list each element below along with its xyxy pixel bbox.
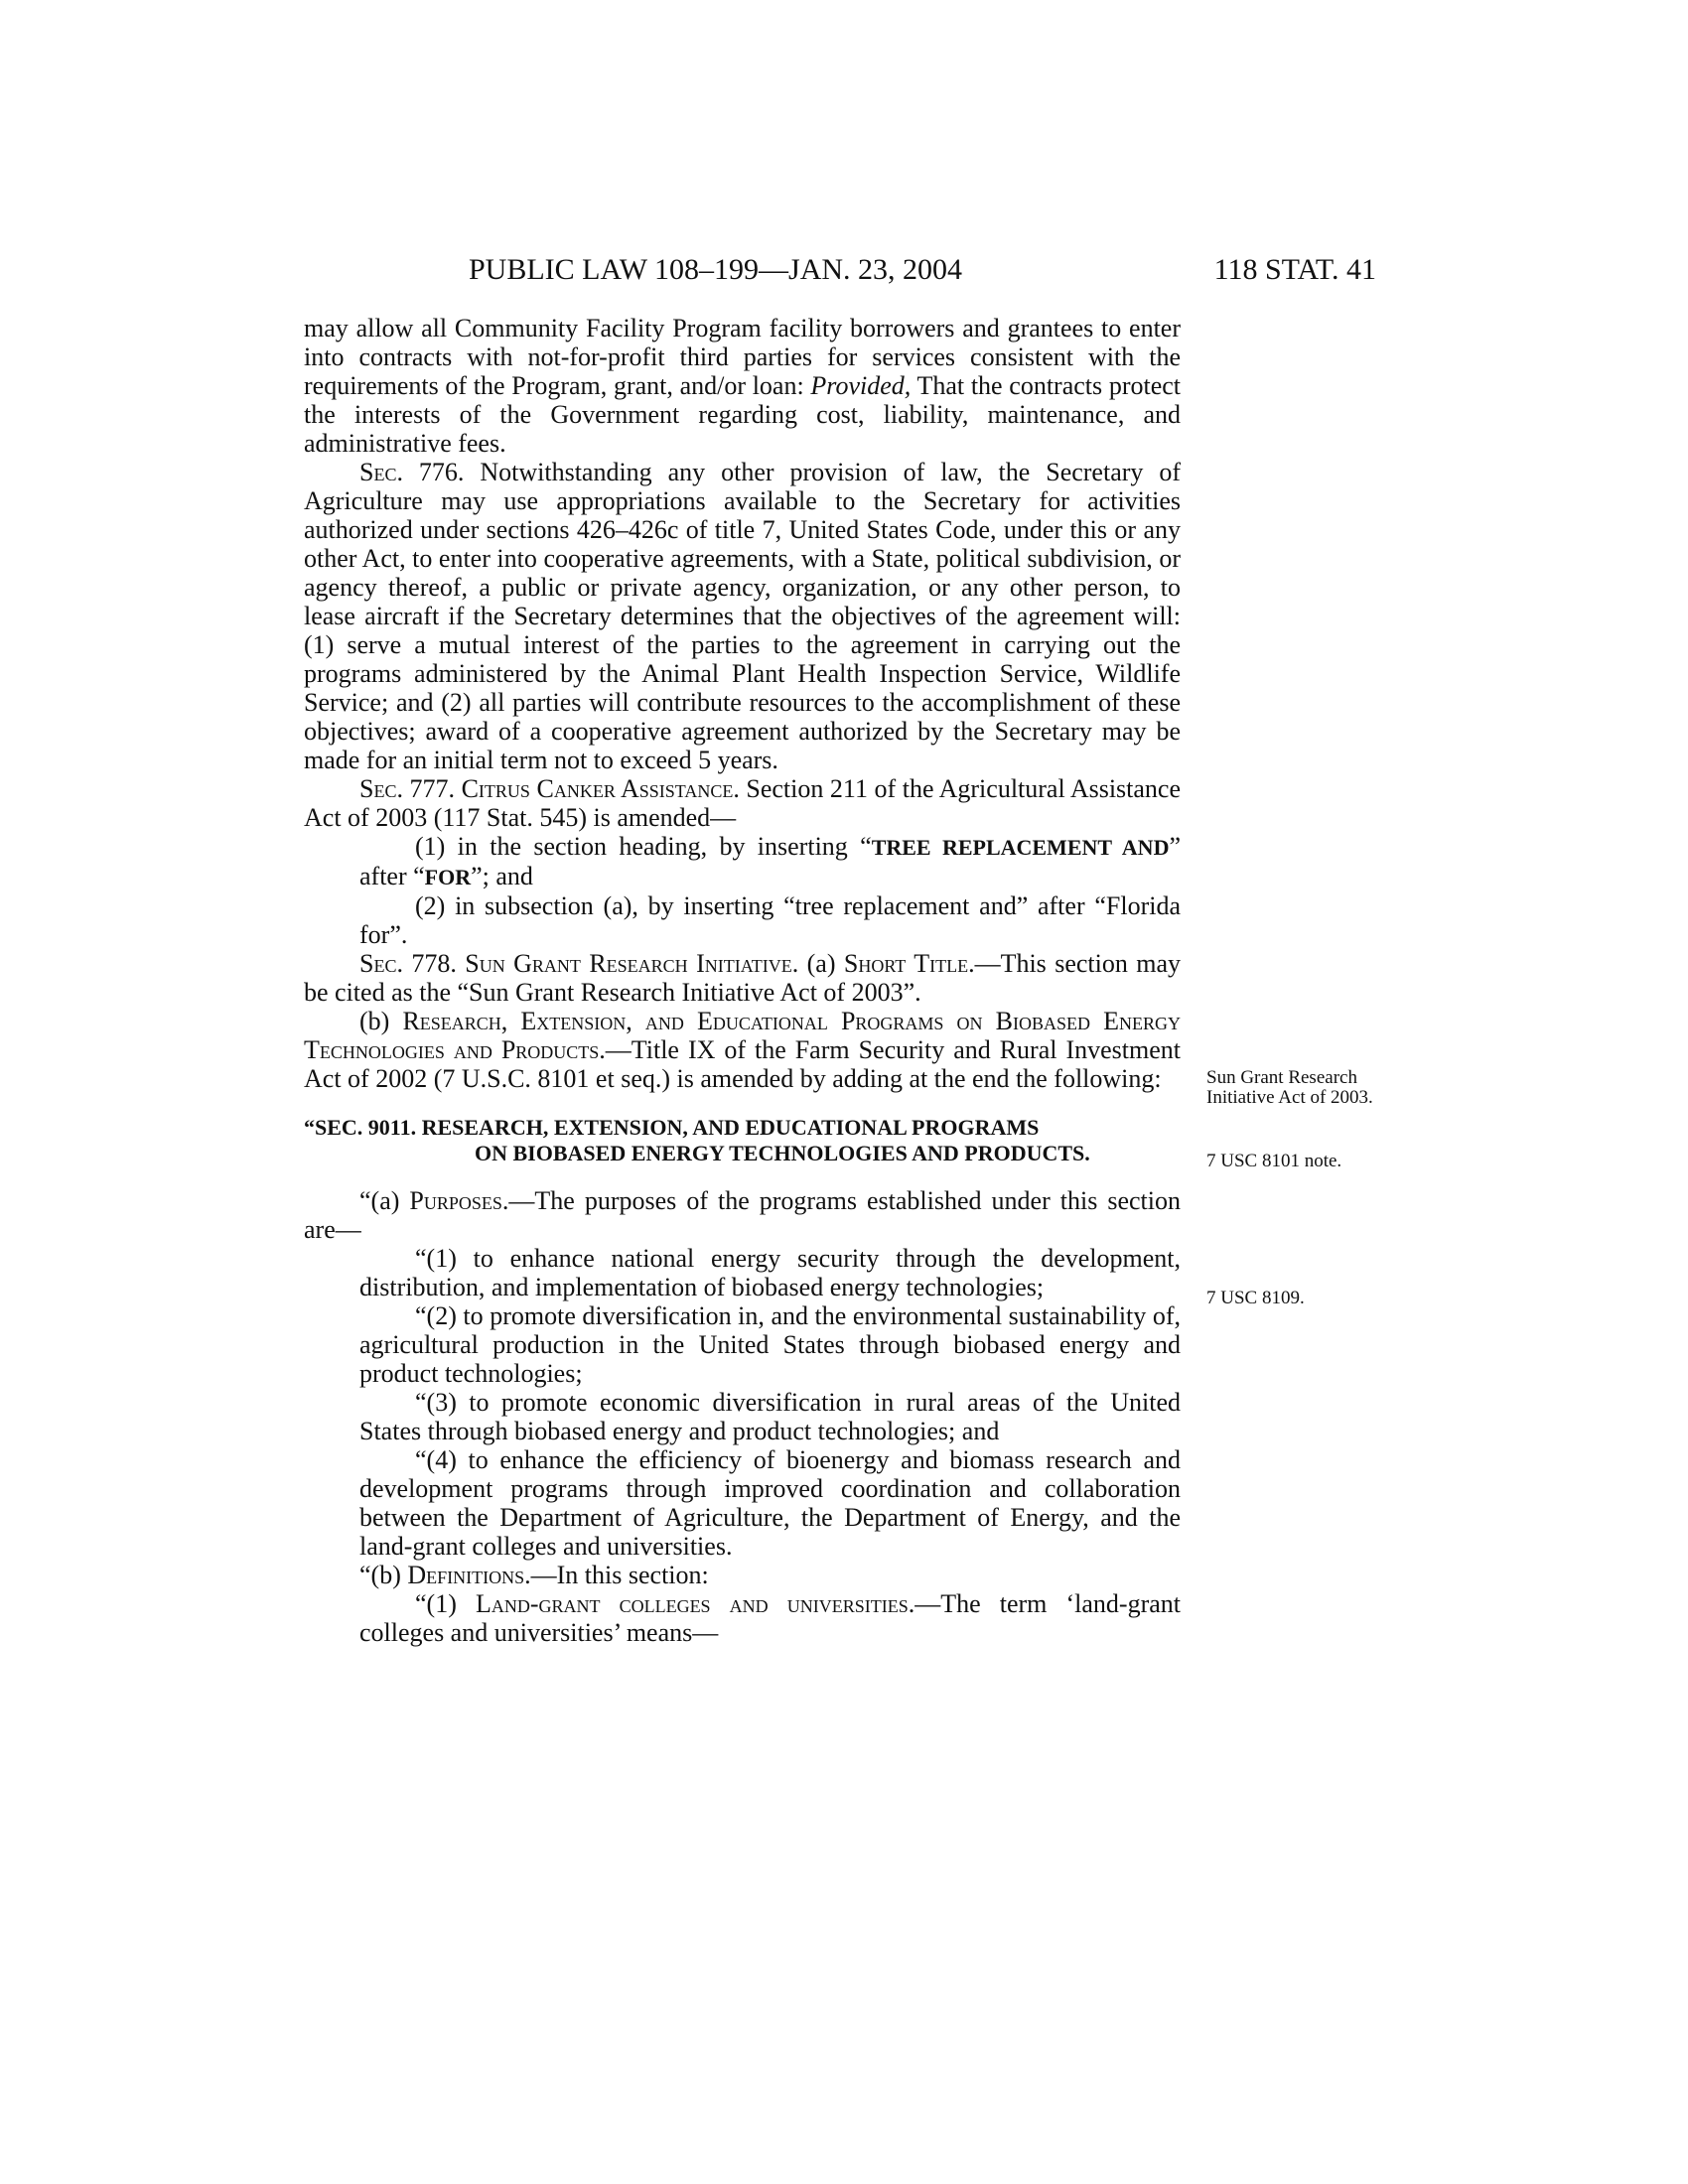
- purpose-item-3: “(3) to promote economic diversification in rural areas of the United States through biobased energy and product technologies; and: [359, 1388, 1181, 1445]
- subsection-label: “(a): [359, 1186, 410, 1215]
- page-header: [304, 253, 1376, 293]
- item-text: (1) in the section heading, by inserting “: [415, 832, 872, 861]
- section-778: [304, 949, 1181, 1007]
- section-776-text: 776. Notwithstanding any other provision of law, the Secretary of Agriculture may use appropriations available to the Secretary for activities authorized under sections 426–426c of title 7, United States Code, under this or any other Act, to enter into cooperative agreements, with a State, political subdivision, or agency thereof, a public or private agency, organization, or any other person, to lease aircraft if the Secretary determines that the objectives of the agreement will: (1) serve a mutual interest of the parties to the agreement in carrying out the programs administered by the Animal Plant Health Inspection Service, Wildlife Service; and (2) all parties will contribute resources to the accomplishment of these objectives; award of a cooperative agreement authorized by the Secretary may be made for an initial term not to exceed 5 years.: [304, 458, 1181, 774]
- purpose-item-4: “(4) to enhance the efficiency of bioenergy and biomass research and development programs through improved coordination and collaboration between the Department of Agriculture, the Department of Energy, and the land-grant colleges and universities.: [359, 1445, 1181, 1561]
- section-778-title: Sun Grant Research Initiative.: [465, 949, 799, 978]
- section-778-text: —This section may be cited as the “Sun Grant Research Initiative Act of 2003”.: [304, 949, 1182, 1007]
- definition-item-1: [304, 1589, 1181, 1647]
- subsection-label: “(b): [359, 1561, 408, 1589]
- purposes-text: —The purposes of the programs established under this section are—: [304, 1186, 1181, 1244]
- paragraph-text: may allow all Community Facility Program facility borrowers and grantees to enter into contracts with not-for-profit third parties for services consistent with the requirements of the Program, grant, and/or loan:: [304, 314, 1181, 400]
- subsection-b-title: Research, Extension, and Educational Programs on Biobased Energy Technologies and Products.: [304, 1007, 1181, 1064]
- margin-note-usc-8101: 7 USC 8101 note.: [1206, 1151, 1342, 1171]
- section-9011-heading: [304, 1115, 1181, 1166]
- section-777-item-2: (2) in subsection (a), by inserting “tree replacement and” after “Florida for”.: [359, 891, 1181, 949]
- subsection-a-purposes: [304, 1186, 1181, 1244]
- heading-line-1: “SEC. 9011. RESEARCH, EXTENSION, AND EDUCATIONAL PROGRAMS: [304, 1115, 1040, 1140]
- section-label: Sec.: [359, 458, 403, 486]
- item-text: ”; and: [471, 862, 533, 890]
- statute-page-number: 118 STAT. 41: [1213, 253, 1376, 286]
- section-777: [304, 774, 1181, 832]
- subsection-label: (b): [359, 1007, 403, 1035]
- subsection-label: (a): [798, 949, 844, 978]
- section-label: Sec.: [359, 774, 403, 803]
- section-777-text: Section 211 of the Agricultural Assistance Act of 2003 (117 Stat. 545) is amended—: [304, 774, 1182, 832]
- section-label: Sec.: [359, 949, 403, 978]
- short-title-heading: Short Title.: [843, 949, 975, 978]
- heading-line-2: ON BIOBASED ENERGY TECHNOLOGIES AND PRODUCTS.: [475, 1141, 1090, 1165]
- section-778-b: [304, 1007, 1181, 1093]
- section-776: [304, 458, 1181, 774]
- item-text: ” after “: [359, 832, 1182, 890]
- paragraph-community-facility: [304, 314, 1181, 458]
- margin-note-usc-8109: 7 USC 8109.: [1206, 1288, 1305, 1308]
- definition-term-heading: Land-grant colleges and universities.: [475, 1589, 915, 1618]
- subsection-b-definitions: [304, 1561, 1181, 1589]
- purpose-item-1: “(1) to enhance national energy security through the development, distribution, and implementation of biobased energy technologies;: [359, 1244, 1181, 1301]
- section-777-title: Citrus Canker Assistance.: [461, 774, 740, 803]
- definitions-heading: Definitions.: [407, 1561, 531, 1589]
- item-label: “(1): [415, 1589, 476, 1618]
- definitions-text: —In this section:: [530, 1561, 709, 1589]
- purposes-heading: Purposes.: [409, 1186, 509, 1215]
- provided-italic: Provided,: [810, 371, 912, 400]
- section-777-item-1: [304, 832, 1181, 891]
- document-body: [304, 314, 1181, 1647]
- margin-note-sun-grant-act: Sun Grant Research Initiative Act of 2003.: [1206, 1067, 1373, 1108]
- inserted-heading-text: FOR: [424, 865, 472, 889]
- subsection-b-text: —Title IX of the Farm Security and Rural Investment Act of 2002 (7 U.S.C. 8101 et seq.) is amended by adding at the end the following:: [304, 1035, 1181, 1093]
- section-number: 778.: [402, 949, 466, 978]
- definition-text: —The term ‘land-grant colleges and universities’ means—: [359, 1589, 1181, 1647]
- purpose-item-2: “(2) to promote diversification in, and the environmental sustainability of, agricultural production in the United States through biobased energy and product technologies;: [359, 1301, 1181, 1388]
- public-law-title: PUBLIC LAW 108–199—JAN. 23, 2004: [469, 253, 963, 286]
- section-number: 777.: [402, 774, 462, 803]
- inserted-heading-text: TREE REPLACEMENT AND: [871, 835, 1170, 860]
- paragraph-text: That the contracts protect the interests of the Government regarding cost, liability, maintenance, and administrative fees.: [304, 371, 1182, 458]
